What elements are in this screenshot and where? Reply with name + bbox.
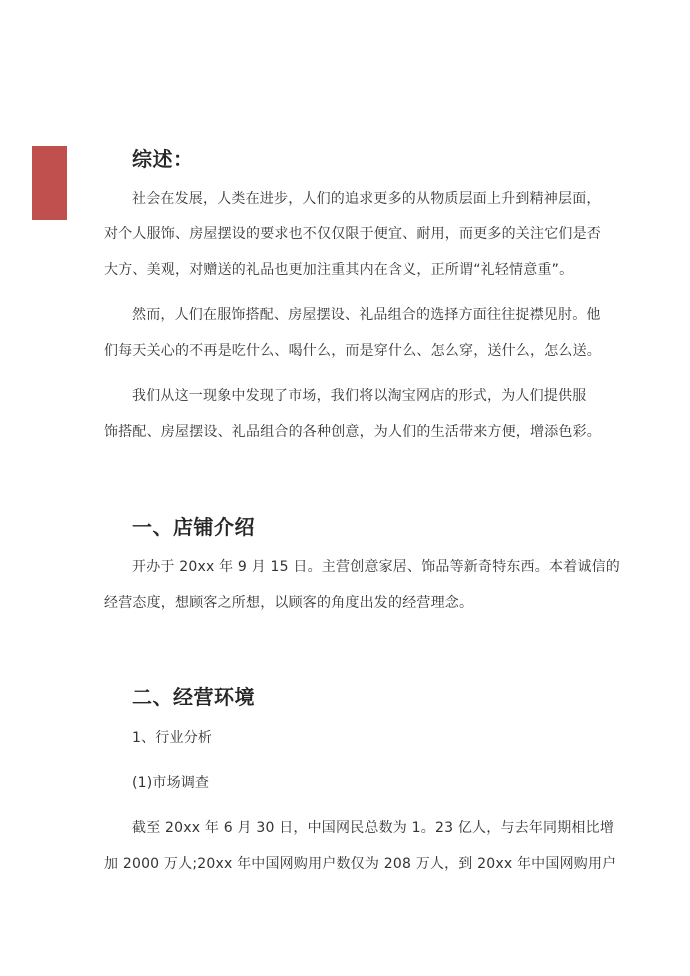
- environment-heading: 二、经营环境: [132, 685, 255, 709]
- industry-analysis-subheading: 1、行业分析: [132, 730, 213, 746]
- overview-p1-line3: 大方、美观，对赠送的礼品也更加注重其内在含义，正所谓“礼轻情意重”。: [104, 262, 574, 278]
- accent-bar: [32, 146, 67, 220]
- environment-line1: 截至 20xx 年 6 月 30 日，中国网民总数为 1。23 亿人，与去年同期相比增: [132, 820, 615, 836]
- overview-p1-line1: 社会在发展，人类在进步，人们的追求更多的从物质层面上升到精神层面，: [132, 191, 601, 207]
- overview-p3-line2: 饰搭配、房屋摆设、礼品组合的各种创意，为人们的生活带来方便，增添色彩。: [104, 424, 601, 440]
- overview-heading: 综述：: [132, 147, 194, 171]
- overview-p2-line2: 们每天关心的不再是吃什么、喝什么，而是穿什么、怎么穿，送什么，怎么送。: [104, 343, 601, 359]
- shop-intro-line1: 开办于 20xx 年 9 月 15 日。主营创意家居、饰品等新奇特东西。本着诚信的: [132, 559, 621, 575]
- overview-p3-line1: 我们从这一现象中发现了市场，我们将以淘宝网店的形式，为人们提供服: [132, 388, 587, 404]
- overview-p2-line1: 然而，人们在服饰搭配、房屋摆设、礼品组合的选择方面往往捉襟见肘。他: [132, 307, 601, 323]
- environment-line2: 加 2000 万人;20xx 年中国网购用户数仅为 208 万人，到 20xx 年中国网购用户: [104, 856, 617, 872]
- overview-p1-line2: 对个人服饰、房屋摆设的要求也不仅仅限于便宜、耐用，而更多的关注它们是否: [104, 226, 601, 242]
- market-survey-subheading: (1)市场调查: [132, 775, 210, 791]
- shop-intro-line2: 经营态度，想顾客之所想，以顾客的角度出发的经营理念。: [104, 595, 474, 611]
- shop-intro-heading: 一、店铺介绍: [132, 515, 255, 539]
